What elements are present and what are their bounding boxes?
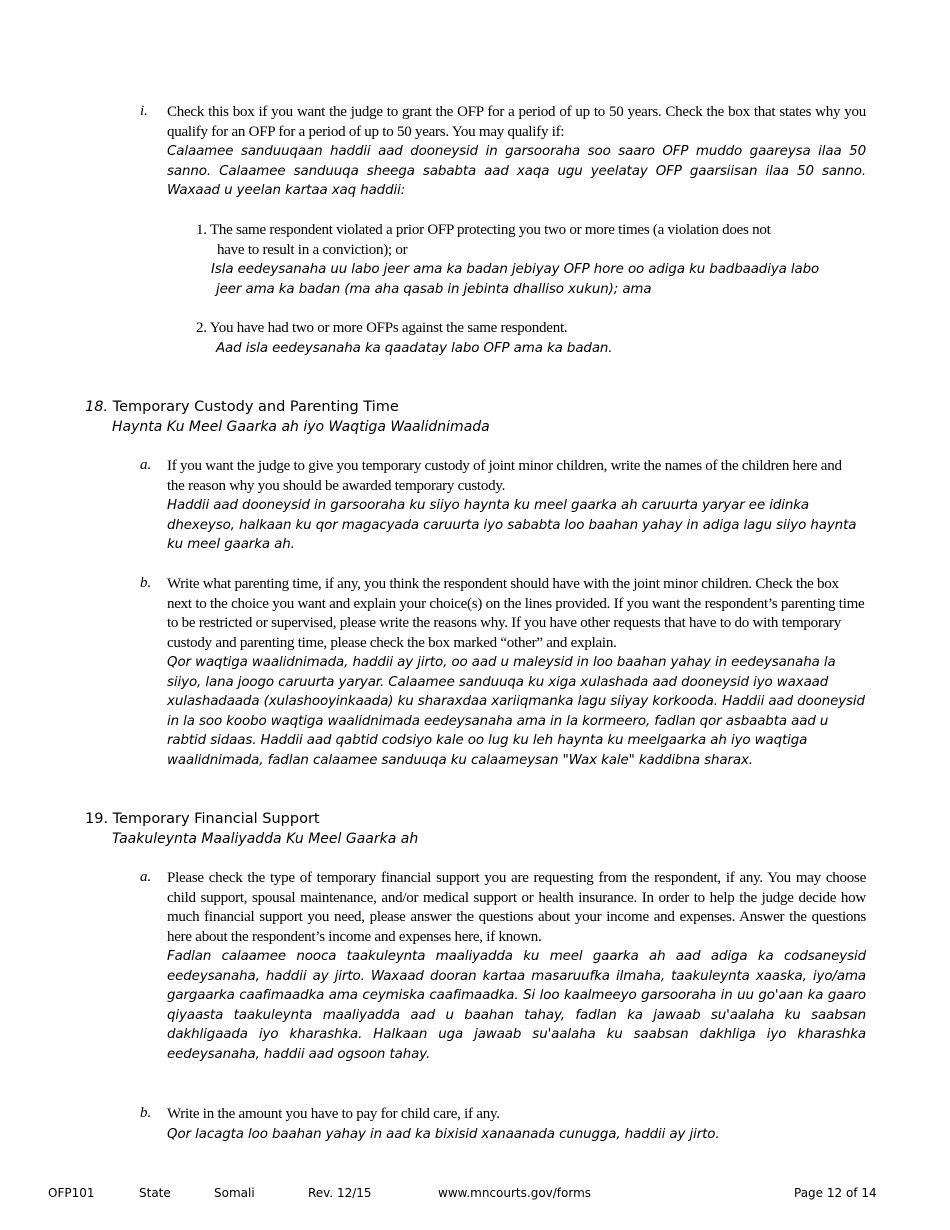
footer-url[interactable]: www.mncourts.gov/forms	[438, 1186, 592, 1200]
item-i-english: Check this box if you want the judge to grant the OFP for a period of up to 50 years. Check the box that states why you qualify for an OFP for a period of up to 50 years. You may qualify if:	[167, 104, 866, 140]
footer-page-number: Page 12 of 14	[794, 1186, 877, 1200]
section-18b-block	[167, 575, 866, 770]
item-i-sub1	[196, 221, 876, 299]
item-i-marker: i.	[140, 103, 148, 119]
section-18-title-somali: Haynta Ku Meel Gaarka ah iyo Waqtiga Waalidnimada	[112, 419, 490, 435]
section-19a-english: Please check the type of temporary financial support you are requesting from the respondent, if any. You may choose child support, spousal maintenance, and/or medical support or health insurance. In order to help the judge decide how much financial support you need, please answer the questions about your income and expenses. Answer the questions here about the respondent’s income and expenses here, if known.	[167, 870, 866, 945]
section-19a-somali: Fadlan calaamee nooca taakuleynta maaliyadda ku meel gaarka ah aad adiga ka codsaneysid eedeysanaha, haddii ay jirto. Waxaad dooran kartaa masaruufka ilmaha, taakuleynta xaaska, iyo/ama gargaarka caafimaadka ama ceymiska caafimaadka. Si loo kaalmeeyo garsooraha in uu go'aan ka gaaro qiyaasta taakuleynta maaliyadda aad u baahan tahay, fadlan ka jawaab su'aalaha ku saabsan dakhligaada iyo kharashka. Halkaan uga jawaab su'aalaha ku saabsan dakhliga iyo kharashka eedeysanaha, haddii aad ogsoon tahay.	[167, 949, 866, 1062]
item-i-somali: Calaamee sanduuqaan haddii aad dooneysid in garsooraha soo saaro OFP muddo gaareysa ilaa 50 sanno. Calaamee sanduuqa sheega sababta aad xaqa ugu yeelatay OFP gaarsiisan ilaa 50 sanno. Waxaad u yeelan kartaa xaq haddii:	[167, 144, 866, 198]
footer-language: Somali	[214, 1186, 255, 1200]
section-19a-block	[167, 869, 866, 1064]
section-19-title-somali: Taakuleynta Maaliyadda Ku Meel Gaarka ah	[112, 831, 419, 847]
section-19b-english: Write in the amount you have to pay for child care, if any.	[167, 1106, 500, 1122]
sub2-somali: Aad isla eedeysanaha ka qaadatay labo OFP ama ka badan.	[216, 340, 613, 356]
section-19b-marker: b.	[140, 1105, 152, 1121]
section-19-heading	[85, 809, 418, 849]
section-18b-marker: b.	[140, 575, 152, 591]
section-18-heading	[85, 397, 490, 437]
section-18b-english: Write what parenting time, if any, you think the respondent should have with the joint minor children. Check the box next to the choice you want and explain your choice(s) on the lines provided. If you want the respondent’s parenting time to be restricted or supervised, please write the reasons why. If you have other requests that have to do with temporary custody and parenting time, please check the box marked “other” and explain.	[167, 576, 865, 651]
footer-revision: Rev. 12/15	[308, 1186, 372, 1200]
item-i-sub2	[196, 319, 876, 358]
section-19-title: Temporary Financial Support	[112, 811, 320, 827]
section-19a-marker: a.	[140, 869, 152, 885]
section-18-number: 18.	[85, 399, 109, 415]
section-19b-block	[167, 1105, 866, 1144]
section-18b-somali: Qor waqtiga waalidnimada, haddii ay jirto, oo aad u maleysid in loo baahan yahay in eedeysanaha la siiyo, lana joogo caruurta yaryar. Calaamee sanduuqa ku xiga xulashada aad dooneysid iyo waxaad xulashadaada (xulashooyinkaada) ku sharaxdaa xariiqmanka lagu siiyay korkooda. Haddii aad dooneysid in la soo koobo waqtiga waalidnimada eedeysanaha ama in la kormeero, fadlan qor asbaabta aad u rabtid sidaas. Haddii aad qabtid codsiyo kale oo lug ku leh haynta ku meelgaarka ah iyo waqtiga waalidnimada, fadlan calaamee sanduuqa ku calaameysan "Wax kale" kaddibna sharax.	[167, 655, 865, 768]
sub1-somali-line1: Isla eedeysanaha uu labo jeer ama ka badan jebiyay OFP hore oo adiga ku badbaadiya labo	[211, 262, 820, 277]
section-18a-somali: Haddii aad dooneysid in garsooraha ku siiyo haynta ku meel gaarka ah caruurta yaryar ee idinka dhexeyso, halkaan ku qor magacyada caruurta iyo sababta loo baahan yahay in adiga lagu siiyo haynta ku meel gaarka ah.	[167, 498, 857, 552]
item-i-block	[167, 103, 866, 201]
section-19-number: 19.	[85, 811, 109, 827]
footer-form-id: OFP101	[48, 1186, 95, 1200]
footer-state: State	[139, 1186, 171, 1200]
sub1-english-line1: 1. The same respondent violated a prior OFP protecting you two or more times (a violation does not	[196, 222, 771, 238]
sub1-somali-line2: jeer ama ka badan (ma aha qasab in jebinta dhalliso xukun); ama	[216, 281, 652, 297]
section-18a-block	[167, 457, 857, 555]
section-18-title: Temporary Custody and Parenting Time	[112, 399, 399, 415]
section-19b-somali: Qor lacagta loo baahan yahay in aad ka bixisid xanaanada cunugga, haddii ay jirto.	[167, 1126, 720, 1142]
section-18a-marker: a.	[140, 457, 152, 473]
section-18a-english: If you want the judge to give you temporary custody of joint minor children, write the names of the children here and the reason why you should be awarded temporary custody.	[167, 458, 842, 494]
sub1-english-line2: have to result in a conviction); or	[217, 241, 408, 258]
sub2-english: 2. You have had two or more OFPs against the same respondent.	[196, 320, 568, 336]
